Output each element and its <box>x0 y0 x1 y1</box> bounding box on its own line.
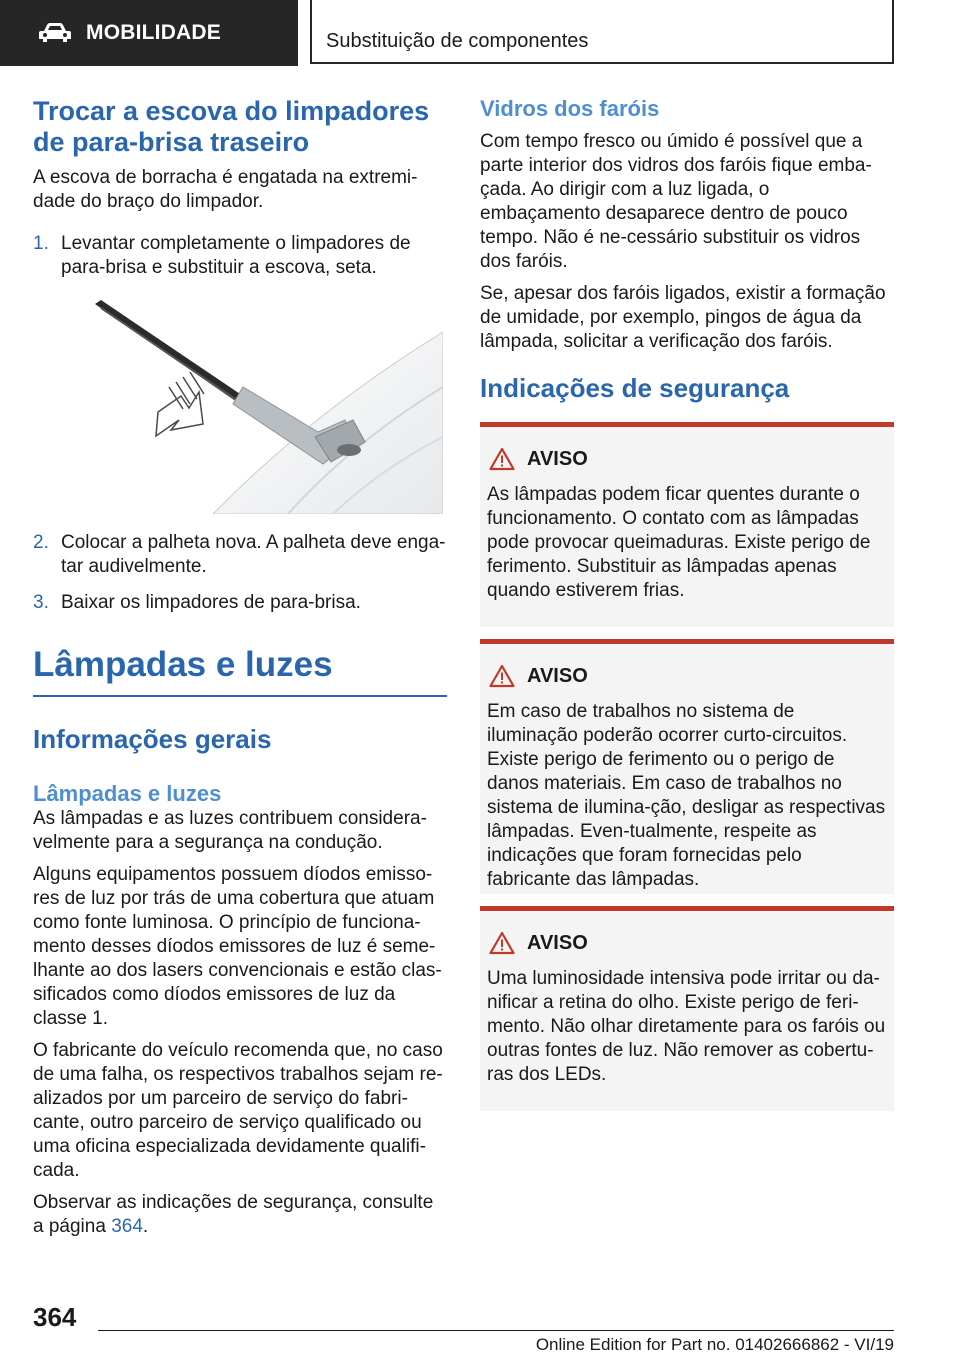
glass-paragraph: Se, apesar dos faróis ligados, existir a formação de umidade, por exemplo, pingos de água da lâmpada, solicitar a verificação dos faróis. <box>480 283 886 352</box>
footer-divider <box>98 1330 894 1331</box>
step-text: Baixar os limpadores de para-brisa. <box>61 592 361 613</box>
right-column <box>480 96 894 1111</box>
wiper-steps <box>33 232 447 280</box>
warning-header <box>489 664 886 688</box>
warning-triangle-icon <box>489 931 515 955</box>
warning-header <box>489 447 886 471</box>
warning-box <box>480 422 894 627</box>
wiper-intro: A escova de borracha é engatada na extremi-dade do braço do limpador. <box>33 167 418 212</box>
step-item <box>33 232 447 280</box>
warning-header <box>489 931 886 955</box>
glass-title: Vidros dos faróis <box>480 96 660 121</box>
section-label: Substituição de componentes <box>326 30 589 52</box>
car-icon <box>38 22 72 44</box>
warning-text: Em caso de trabalhos no sistema de iluminação poderão ocorrer curto-circuitos. Existe perigo de ferimento ou o perigo de danos materiais. Em caso de trabalhos no sistema de ilumina-ção, desligar as respectivas lâmpadas. Even-tualmente, respeite as indicações que foram fornecidas pelo fabricante das lâmpadas. <box>487 701 886 890</box>
step-number: 3. <box>33 592 49 613</box>
warning-label: AVISO <box>527 447 588 470</box>
lamps-paragraph: As lâmpadas e as luzes contribuem considera-velmente para a segurança na condução. <box>33 808 427 853</box>
page-number: 364 <box>33 1302 77 1332</box>
reference-text: Observar as indicações de segurança, consulte a página <box>33 1192 434 1237</box>
lamps-paragraph: O fabricante do veículo recomenda que, no caso de uma falha, os respectivos trabalhos sejam re-alizados por um parceiro de serviço do fabri-cante, outro parceiro de serviço qualificado ou uma oficina especializada devidamente qualifi-cada. <box>33 1040 443 1181</box>
reference-suffix: . <box>142 1216 149 1237</box>
glass-paragraph: Com tempo fresco ou úmido é possível que a parte interior dos vidros dos faróis fique emba-çada. Ao dirigir com a luz ligada, o embaçamento desaparece dentro de pouco tempo. Não é ne-cessário substituir os vidros dos faróis. <box>480 131 872 272</box>
step-text: Colocar a palheta nova. A palheta deve enga-tar audivelmente. <box>61 532 446 577</box>
step-number: 2. <box>33 532 49 553</box>
wiper-illustration <box>83 292 443 514</box>
warning-label: AVISO <box>527 931 588 954</box>
wiper-steps-continued <box>33 531 447 615</box>
wiper-title: Trocar a escova do limpadores de para-brisa traseiro <box>33 96 430 157</box>
step-number: 1. <box>33 233 49 254</box>
warning-text: Uma luminosidade intensiva pode irritar ou da-nificar a retina do olho. Existe perigo de feri-mento. Não olhar diretamente para os faróis ou outras fontes de luz. Não remover as cobertu-ras dos LEDs. <box>487 968 886 1085</box>
left-column <box>33 96 447 1239</box>
page-header <box>0 0 960 66</box>
warning-text: As lâmpadas podem ficar quentes durante o funcionamento. O contato com as lâmpadas pode provocar queimaduras. Existe perigo de ferimento. Substituir as lâmpadas apenas quando estiverem frias. <box>487 484 871 601</box>
section-tab <box>310 0 894 64</box>
safety-title: Indicações de segurança <box>480 373 790 403</box>
step-item <box>33 591 447 615</box>
category-label: MOBILIDADE <box>86 21 221 44</box>
page-reference-link[interactable]: 364 <box>111 1216 143 1237</box>
general-title: Informações gerais <box>33 724 272 754</box>
edition-note: Online Edition for Part no. 01402666862 - VI/19 <box>535 1335 894 1354</box>
step-item <box>33 531 447 579</box>
chapter-title: Lâmpadas e luzes <box>33 645 447 697</box>
lamps-title: Lâmpadas e luzes <box>33 781 222 806</box>
warning-box <box>480 639 894 894</box>
step-text: Levantar completamente o limpadores de para-brisa e substituir a escova, seta. <box>61 233 411 278</box>
warning-triangle-icon <box>489 447 515 471</box>
warning-label: AVISO <box>527 664 588 687</box>
lamps-paragraph <box>33 1191 447 1239</box>
category-tab[interactable] <box>0 0 298 66</box>
lamps-paragraph: Alguns equipamentos possuem díodos emisso-res de luz por trás de uma cobertura que atuam como fonte luminosa. O princípio de funciona-mento desses díodos emissores de luz é seme-lhante ao dos lasers convencionais e estão clas-sificados como díodos emissores de luz da classe 1. <box>33 864 442 1029</box>
warning-triangle-icon <box>489 664 515 688</box>
warning-box <box>480 906 894 1111</box>
